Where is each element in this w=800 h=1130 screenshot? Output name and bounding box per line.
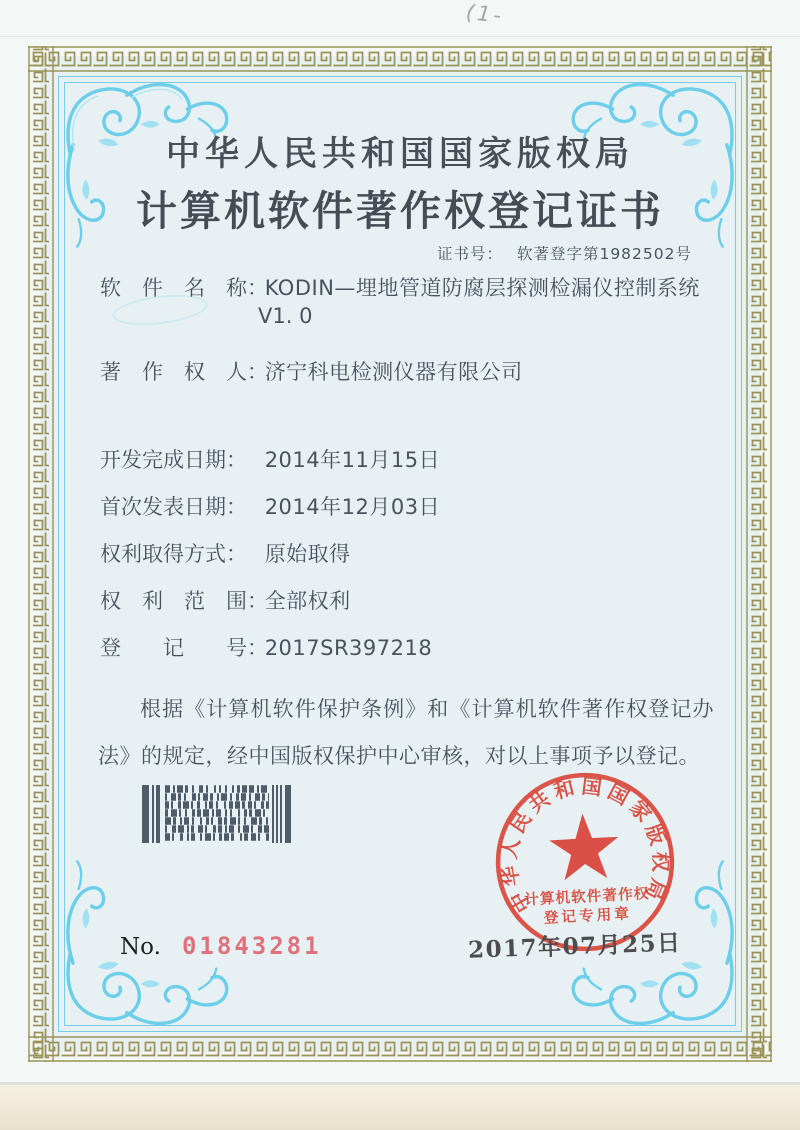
field-label: 著 作 权 人： (100, 360, 268, 384)
field-value: 2014年11月15日 (264, 448, 441, 472)
issuing-authority-title: 中华人民共和国国家版权局 (166, 134, 634, 174)
certificate-number-line (0, 242, 692, 264)
field-first-publish-date (100, 491, 440, 521)
field-label: 开发完成日期： (100, 448, 247, 472)
field-value: 济宁科电检测仪器有限公司 (264, 360, 523, 384)
field-software-version: V1. 0 (258, 304, 313, 328)
seal-line1: 计算机软件著作权 (523, 885, 650, 909)
field-value: 原始取得 (264, 542, 351, 566)
serial-number-value: 01843281 (181, 932, 322, 960)
certificate-number-label: 证书号： (436, 245, 503, 263)
serial-number-label: No. (120, 934, 161, 960)
handwritten-mark: (1- (464, 0, 506, 28)
seal-star-icon (548, 812, 620, 881)
field-rights-acquisition (100, 538, 351, 568)
field-label: 首次发表日期： (100, 495, 247, 519)
field-label: 登 记 号： (100, 636, 268, 660)
seal-ring-text: 中华人民共和国国家版权局 (496, 773, 674, 917)
certificate-title: 计算机软件著作权登记证书 (136, 187, 664, 235)
field-registration-number (100, 632, 432, 662)
registration-statement: 根据《计算机软件保护条例》和《计算机软件著作权登记办法》的规定，经中国版权保护中心审核，对以上事项予以登记。 (98, 697, 714, 768)
field-label: 权利取得方式： (100, 542, 247, 566)
field-value: KODIN—埋地管道防腐层探测检漏仪控制系统 (264, 276, 700, 300)
field-rights-scope (100, 585, 351, 615)
field-copyright-owner (100, 356, 523, 386)
barcode-2d-icon (142, 785, 300, 843)
field-dev-complete-date (100, 444, 440, 474)
field-label: 软 件 名 称： (100, 276, 268, 300)
seal-date: 2017年07月25日 (467, 929, 683, 964)
field-label: 权 利 范 围： (100, 589, 268, 613)
field-value: 全部权利 (264, 589, 351, 613)
field-software-name (100, 272, 700, 302)
seal-line2: 登记专用章 (543, 905, 633, 927)
field-value: 2017SR397218 (264, 636, 433, 660)
field-value: 2014年12月03日 (264, 495, 441, 519)
serial-number-line (120, 932, 322, 960)
certificate-number-value: 软著登字第1982502号 (516, 245, 692, 263)
